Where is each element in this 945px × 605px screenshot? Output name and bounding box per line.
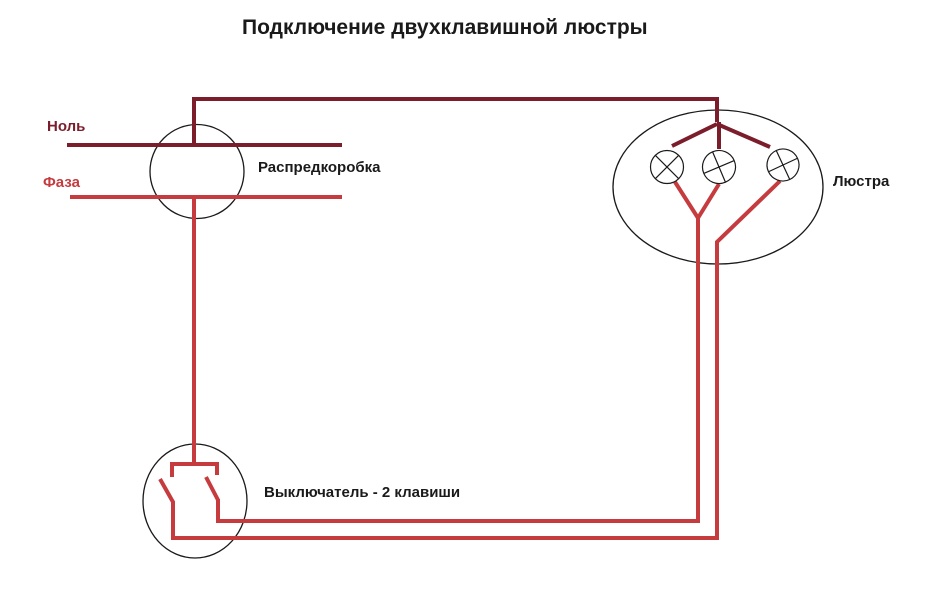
phase-branch-lamp1 [675,182,698,218]
switch-common-terminal [172,464,217,477]
neutral-branch-lamp3 [717,124,770,147]
lamp-icon-3 [762,144,803,185]
lamp2-cross [704,152,734,182]
lamp-icon-1 [651,151,684,184]
neutral-branch-lamp1 [672,124,717,146]
switch-blade-left [160,479,173,502]
junction-box-label: Распредкоробка [258,159,381,176]
page-title: Подключение двухклавишной люстры [242,16,648,39]
switch-label: Выключатель - 2 клавиши [264,484,461,501]
lamp1-cross [655,155,678,178]
switch-blade-right [206,477,218,500]
phase-return-key1 [218,217,698,521]
neutral-wire-label: Ноль [47,118,86,135]
phase-wire-label: Фаза [43,174,80,191]
chandelier-label: Люстра [833,173,890,190]
neutral-wire-to-chandelier [194,99,717,147]
lamp3-cross [769,151,798,180]
junction-box-circle [150,125,244,219]
phase-branch-lamp2 [698,184,719,218]
lamp-icon-2 [698,146,741,189]
